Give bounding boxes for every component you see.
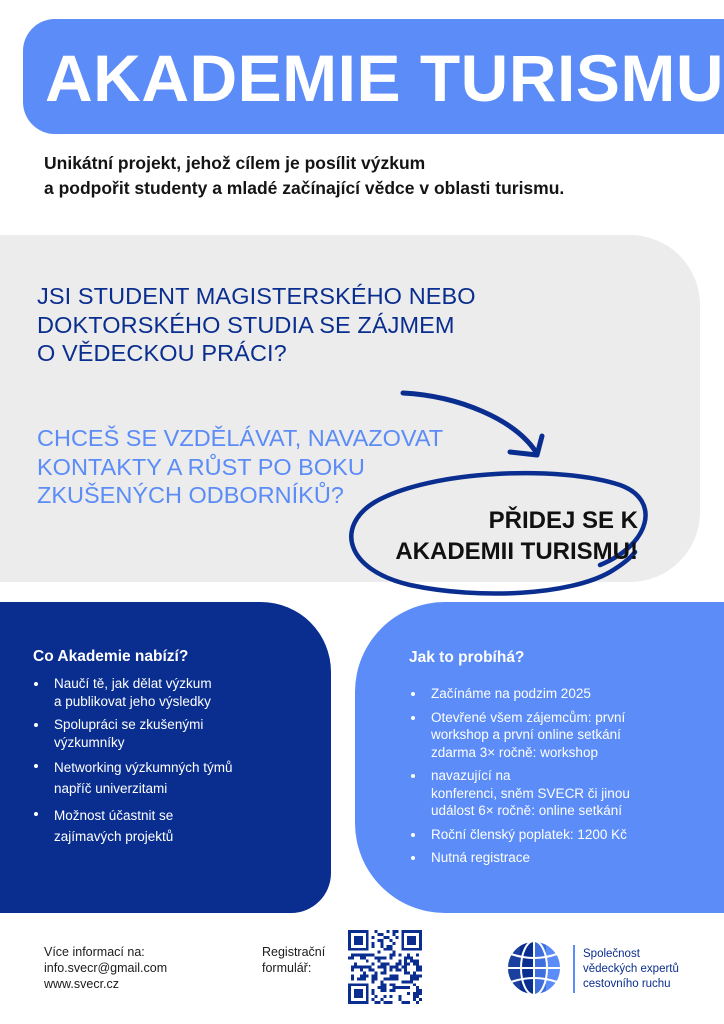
logo-divider — [573, 945, 575, 993]
process-list — [409, 685, 709, 873]
list-item: Naučí tě, jak dělat výzkum a publikovat jeho výsledky — [32, 675, 322, 710]
contact-info — [44, 944, 167, 992]
offers-list — [32, 675, 322, 853]
bullet-icon — [34, 764, 38, 768]
bullet-icon — [411, 856, 415, 860]
bullet-icon — [34, 723, 38, 727]
question-line: JSI STUDENT MAGISTERSKÉHO NEBO — [37, 283, 476, 309]
question-line: CHCEŠ SE VZDĚLÁVAT, NAVAZOVAT — [37, 425, 444, 451]
process-title: Jak to probíhá? — [409, 649, 525, 666]
offers-title: Co Akademie nabízí? — [33, 648, 189, 665]
question-line: KONTAKTY A RŮST PO BOKU — [37, 453, 365, 480]
intro-line: a podpořit studenty a mladé začínající vědce v oblasti turismu. — [44, 178, 565, 198]
bullet-icon — [411, 774, 415, 778]
list-item: Začínáme na podzim 2025 — [409, 685, 709, 703]
contact-email[interactable]: info.svecr@gmail.com — [44, 961, 168, 975]
question-student — [37, 282, 557, 368]
page-title: AKADEMIE TURISMU — [45, 41, 724, 115]
intro-line: Unikátní projekt, jehož cílem je posílit výzkum — [44, 153, 426, 173]
intro-text — [44, 151, 684, 201]
organization-name: Společnost vědeckých expertů cestovního ruchu — [583, 948, 679, 990]
question-line: ZKUŠENÝCH ODBORNÍKŮ? — [37, 482, 344, 508]
question-line: DOKTORSKÉHO STUDIA SE ZÁJMEM — [37, 311, 455, 338]
cta-line: AKADEMII TURISMU! — [395, 538, 638, 565]
question-line: O VĚDECKOU PRÁCI? — [37, 340, 287, 366]
bullet-icon — [34, 812, 38, 816]
list-item: Spolupráci se zkušenými výzkumníky — [32, 716, 322, 751]
list-item: navazující na konferenci, sněm SVECR či jinou událost 6× ročně: online setkání — [409, 767, 709, 820]
call-to-action — [350, 505, 638, 567]
registration-label: Registrační formulář: — [262, 945, 326, 975]
list-item: Nutná registrace — [409, 849, 709, 867]
bullet-icon — [411, 716, 415, 720]
list-item: Možnost účastnit se zajímavých projektů — [32, 805, 322, 847]
globe-icon — [506, 940, 562, 996]
contact-label: Více informací na: — [44, 945, 145, 959]
question-learning — [37, 424, 557, 510]
contact-website[interactable]: www.svecr.cz — [44, 977, 120, 991]
bullet-icon — [34, 682, 38, 686]
list-item: Roční členský poplatek: 1200 Kč — [409, 826, 709, 844]
bullet-icon — [411, 692, 415, 696]
bullet-icon — [411, 833, 415, 837]
qr-code-icon[interactable] — [348, 930, 422, 1004]
list-item: Otevřené všem zájemcům: první workshop a první online setkání zdarma 3× ročně: workshop — [409, 709, 709, 762]
list-item: Networking výzkumných týmů napříč univerzitami — [32, 757, 322, 799]
cta-line: PŘIDEJ SE K — [488, 507, 638, 534]
